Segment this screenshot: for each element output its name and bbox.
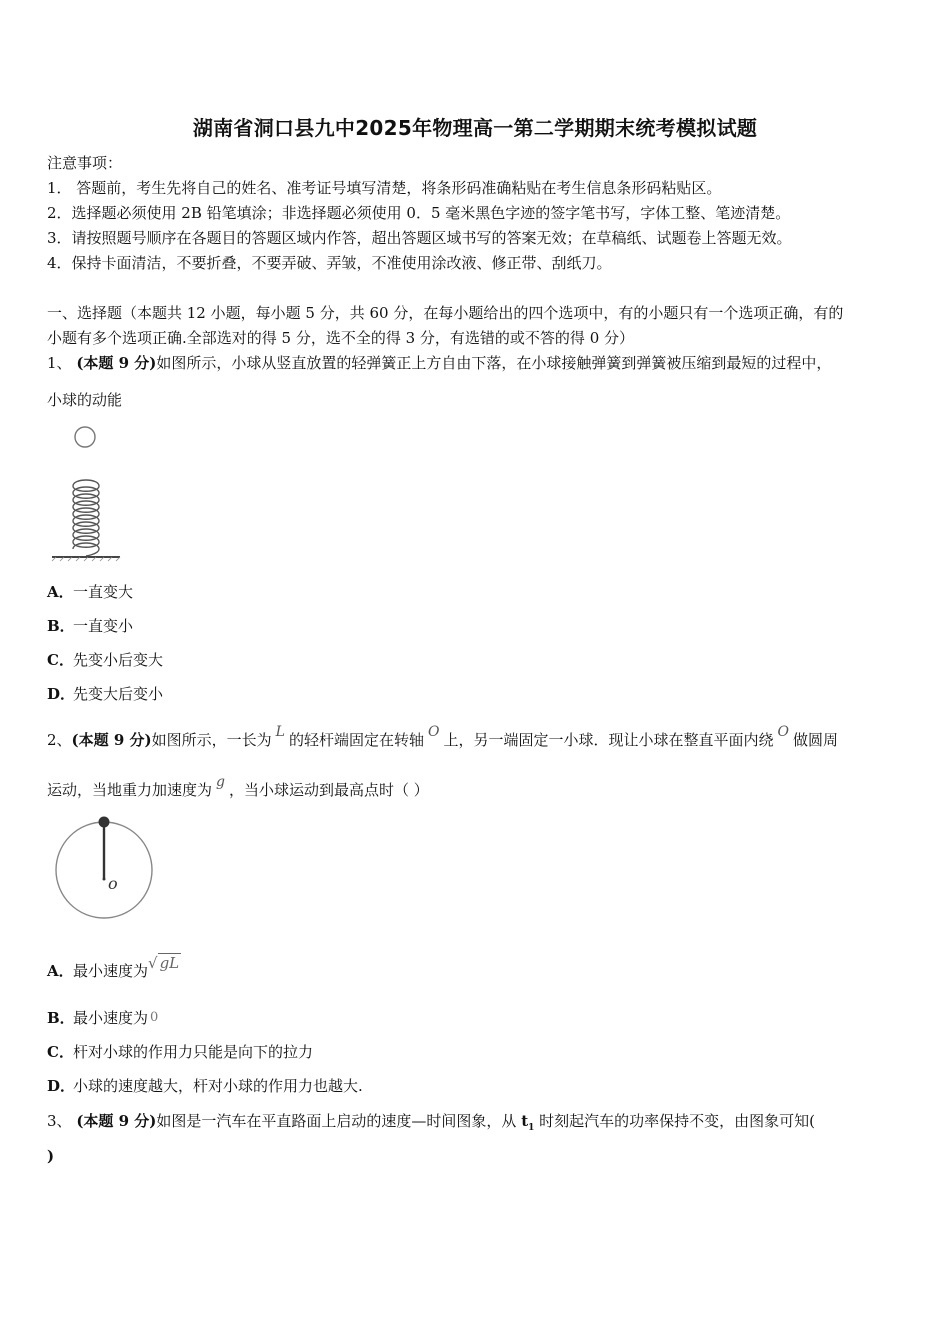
q2-stem-line1 [47, 724, 838, 750]
notice-item-2: 2．选择题必须使用 2B 铅笔填涂；非选择题必须使用 0．5 毫米黑色字迹的签字笔书写，字体工整、笔迹清楚。 [47, 204, 791, 222]
q3-text-seg2: 时刻起汽车的功率保持不变，由图象可知( [534, 1112, 816, 1130]
page-title: 湖南省洞口县九中2025年物理高一第二学期期末统考模拟试题 [192, 116, 758, 140]
q2-option-d[interactable] [47, 1075, 363, 1096]
q1-option-a-text: 一直变大 [73, 583, 134, 601]
q2-option-b-letter: B． [47, 1009, 75, 1027]
q3-score: (本题 9 分) [76, 1112, 157, 1130]
q2-option-c-text: 杆对小球的作用力只能是向下的拉力 [73, 1043, 314, 1061]
q2-text-seg3: 上，另一端固定一小球．现让小球在整直平面内绕 [443, 731, 774, 749]
q1-score: (本题 9 分) [76, 354, 157, 372]
sqrt-gl-formula: √ gL [148, 954, 180, 972]
t1-symbol: $t_1$ [521, 1112, 535, 1133]
q1-number: 1、 [47, 354, 72, 372]
q2-text-seg4: 做圆周 [792, 731, 838, 749]
q2-option-a-text: 最小速度为 [73, 962, 149, 980]
q2-text-line2a: 运动，当地重力加速度为 [47, 781, 213, 799]
q2-text-line2b: ，当小球运动到最高点时（ ） [228, 781, 429, 799]
notice-item-3: 3．请按照题号顺序在各题目的答题区域内作答，超出答题区域书写的答案无效；在草稿纸、试题卷上答题无效。 [47, 229, 792, 247]
q1-option-c-text: 先变小后变大 [73, 651, 164, 669]
q2-option-a-letter: A． [47, 962, 74, 980]
q2-option-c[interactable] [47, 1041, 313, 1062]
q2-text-seg2: 的轻杆端固定在转轴 [288, 731, 424, 749]
section-heading-line2: 小题有多个选项正确.全部选对的得 5 分，选不全的得 3 分，有选错的或不答的得 0 分） [47, 329, 635, 347]
ball [75, 427, 95, 447]
q1-option-c-letter: C． [47, 651, 74, 669]
pivot-label: o [108, 874, 118, 893]
q2-text-seg1: 如图所示，一长为 [151, 731, 272, 749]
zero-formula: 0 [150, 1010, 159, 1025]
q1-stem-line2: 小球的动能 [47, 391, 123, 409]
ball [99, 817, 110, 828]
q3-number: 3、 [47, 1112, 72, 1130]
q1-option-a[interactable] [47, 581, 133, 602]
q2-option-d-letter: D． [47, 1077, 76, 1095]
notice-heading: 注意事项： [47, 154, 123, 172]
q2-option-a[interactable] [47, 954, 181, 981]
q2-number: 2、 [47, 731, 72, 749]
pivot [103, 878, 106, 881]
symbol-L: L [275, 724, 285, 740]
q1-option-d-letter: D． [47, 685, 76, 703]
q2-option-d-text: 小球的速度越大，杆对小球的作用力也越大. [73, 1077, 363, 1095]
q2-score: (本题 9 分) [71, 731, 152, 749]
q1-option-b[interactable] [47, 615, 133, 636]
q1-option-d[interactable] [47, 683, 163, 704]
q1-option-b-text: 一直变小 [73, 617, 134, 635]
q1-option-d-text: 先变大后变小 [73, 685, 164, 703]
spring [73, 480, 99, 556]
circular-motion-figure [50, 812, 160, 927]
q1-stem-line1 [47, 352, 831, 373]
q1-text1: 如图所示，小球从竖直放置的轻弹簧正上方自由下落，在小球接触弹簧到弹簧被压缩到最短的过程中， [156, 354, 832, 372]
spring-ball-figure [48, 420, 128, 565]
q2-option-b[interactable] [47, 1007, 158, 1028]
notice-item-4: 4．保持卡面清洁，不要折叠，不要弄破、弄皱，不准使用涂改液、修正带、刮纸刀。 [47, 254, 612, 272]
q3-stem-line2: ) [47, 1147, 55, 1165]
q2-option-b-text: 最小速度为 [73, 1009, 149, 1027]
notice-item-1: 1． 答题前，考生先将自己的姓名、准考证号填写清楚，将条形码准确粘贴在考生信息条形码粘贴区。 [47, 179, 722, 197]
q2-option-c-letter: C． [47, 1043, 74, 1061]
q1-option-b-letter: B． [47, 617, 75, 635]
q3-text-seg1: 如图是一汽车在平直路面上启动的速度—时间图象，从 [156, 1112, 522, 1130]
q1-option-a-letter: A． [47, 583, 74, 601]
symbol-O: O [427, 724, 440, 740]
section-heading-line1: 一、选择题（本题共 12 小题，每小题 5 分，共 60 分，在每小题给出的四个选项中，有的小题只有一个选项正确，有的 [47, 304, 844, 322]
symbol-g: g [216, 774, 225, 790]
q3-stem-line1 [47, 1110, 815, 1133]
symbol-O: O [777, 724, 789, 740]
q1-option-c[interactable] [47, 649, 163, 670]
q2-stem-line2 [47, 774, 429, 800]
